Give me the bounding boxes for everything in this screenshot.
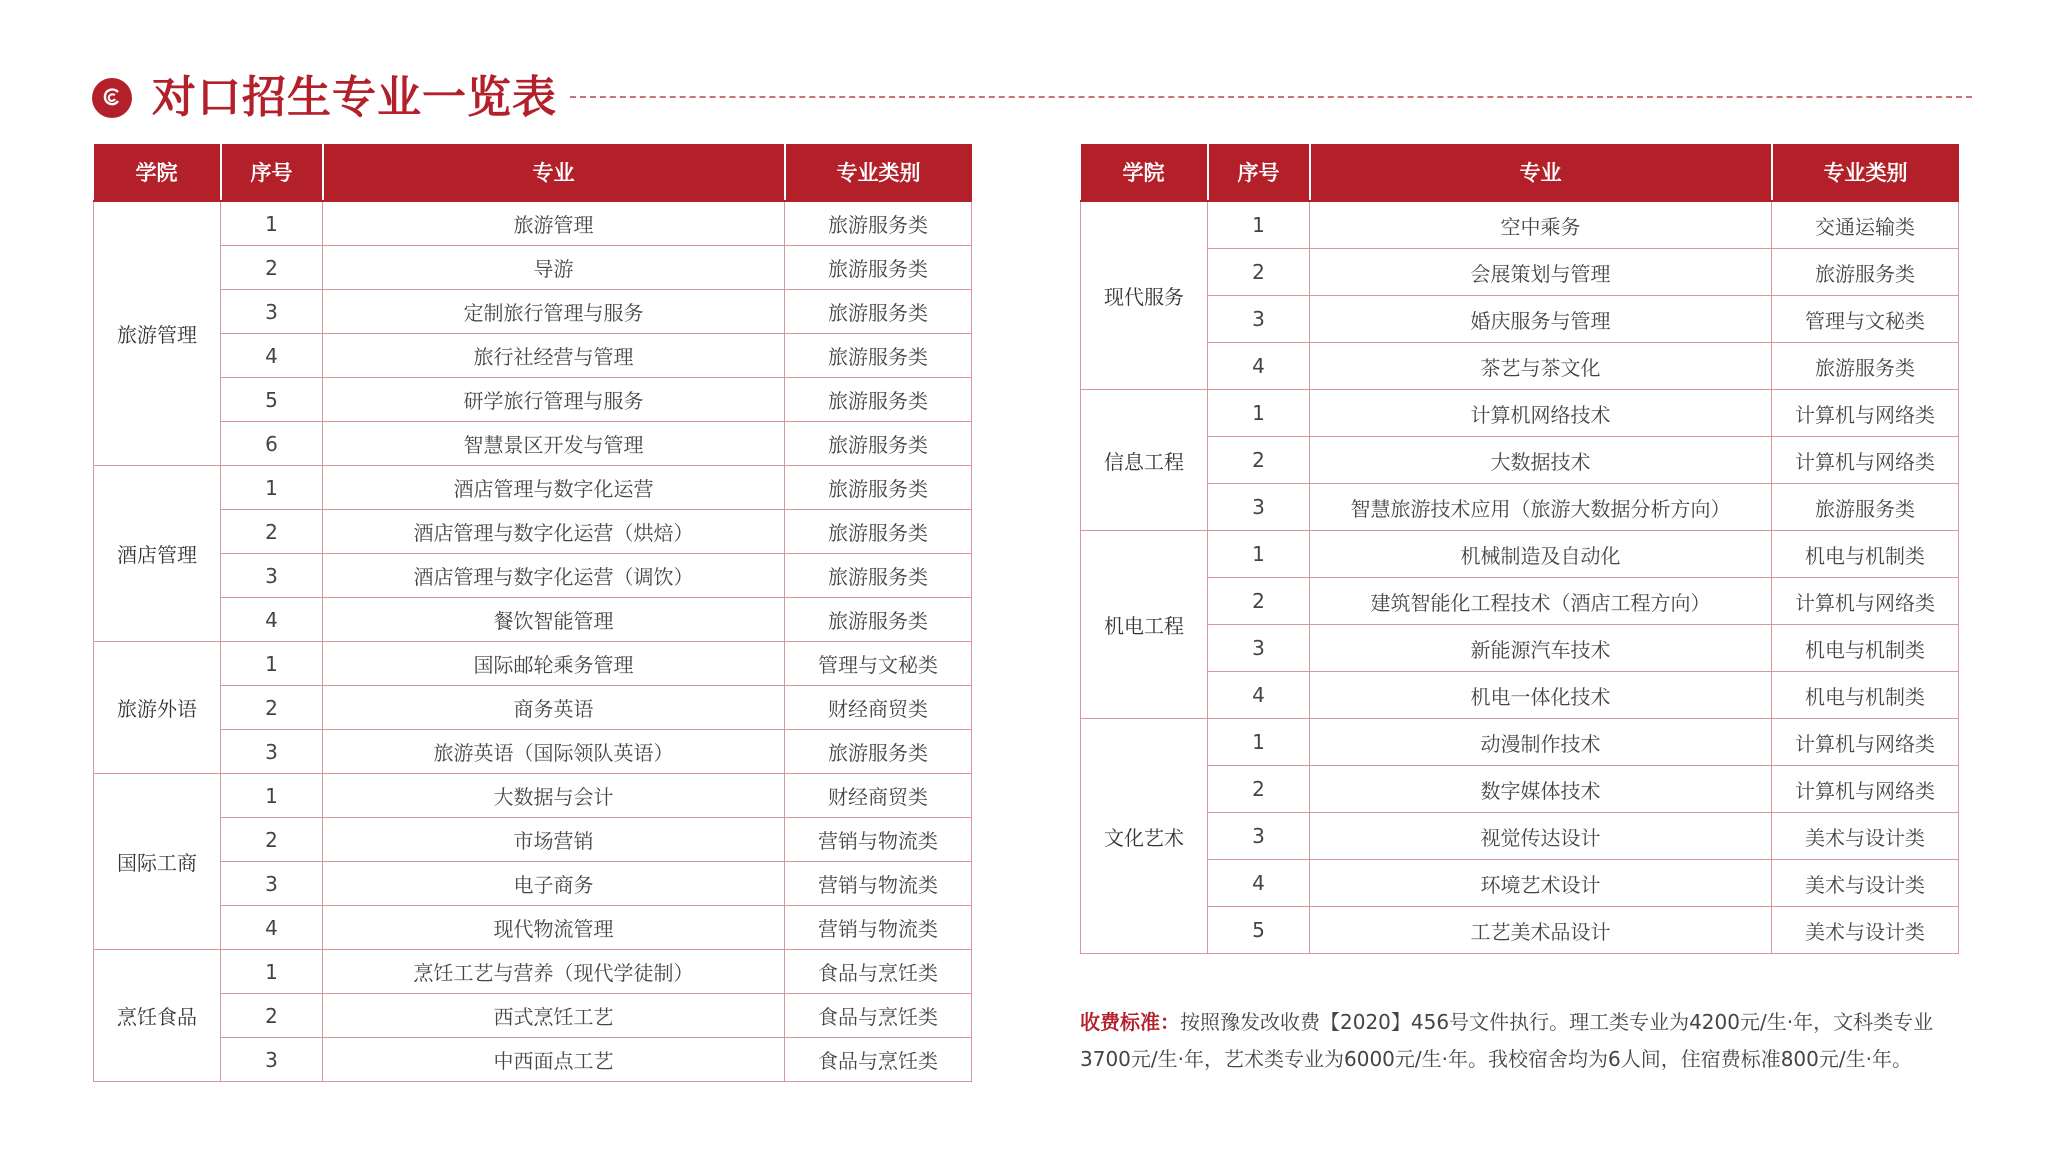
- category-cell: 计算机与网络类: [1772, 578, 1959, 625]
- title-bar: [92, 66, 1972, 130]
- number-cell: 3: [1208, 625, 1310, 672]
- table-row: [94, 378, 972, 422]
- table-header-row: [94, 144, 972, 201]
- category-cell: 旅游服务类: [785, 466, 972, 510]
- majors-table-right: [1080, 144, 1959, 954]
- table-row: [1081, 296, 1959, 343]
- category-cell: 食品与烹饪类: [785, 1038, 972, 1082]
- table-row: [1081, 813, 1959, 860]
- college-cell: 酒店管理: [94, 466, 221, 642]
- college-cell: 国际工商: [94, 774, 221, 950]
- table-row: [1081, 860, 1959, 907]
- college-cell: 烹饪食品: [94, 950, 221, 1082]
- category-cell: 计算机与网络类: [1772, 766, 1959, 813]
- college-cell: 文化艺术: [1081, 719, 1208, 954]
- table-row: [94, 1038, 972, 1082]
- table-row: [1081, 672, 1959, 719]
- major-cell: 研学旅行管理与服务: [323, 378, 785, 422]
- header-category: 专业类别: [785, 144, 972, 201]
- table-row: [94, 510, 972, 554]
- table-row: [94, 642, 972, 686]
- major-cell: 智慧景区开发与管理: [323, 422, 785, 466]
- table-header-row: [1081, 144, 1959, 201]
- category-cell: 机电与机制类: [1772, 672, 1959, 719]
- table-row: [1081, 578, 1959, 625]
- table-row: [1081, 766, 1959, 813]
- major-cell: 婚庆服务与管理: [1310, 296, 1772, 343]
- table-row: [94, 201, 972, 246]
- header-number: 序号: [1208, 144, 1310, 201]
- major-cell: 智慧旅游技术应用（旅游大数据分析方向）: [1310, 484, 1772, 531]
- major-cell: 酒店管理与数字化运营: [323, 466, 785, 510]
- fee-note: [1080, 1004, 1960, 1078]
- red-circle-logo-icon: [92, 78, 132, 118]
- table-row: [1081, 201, 1959, 249]
- table-row: [94, 422, 972, 466]
- category-cell: 营销与物流类: [785, 862, 972, 906]
- number-cell: 4: [1208, 860, 1310, 907]
- major-cell: 餐饮智能管理: [323, 598, 785, 642]
- major-cell: 酒店管理与数字化运营（烘焙）: [323, 510, 785, 554]
- number-cell: 1: [1208, 719, 1310, 766]
- number-cell: 4: [221, 598, 323, 642]
- number-cell: 3: [1208, 813, 1310, 860]
- major-cell: 旅游管理: [323, 201, 785, 246]
- table-row: [94, 466, 972, 510]
- major-cell: 国际邮轮乘务管理: [323, 642, 785, 686]
- table-row: [94, 994, 972, 1038]
- major-cell: 会展策划与管理: [1310, 249, 1772, 296]
- number-cell: 2: [221, 510, 323, 554]
- category-cell: 美术与设计类: [1772, 813, 1959, 860]
- number-cell: 3: [221, 862, 323, 906]
- major-cell: 导游: [323, 246, 785, 290]
- category-cell: 管理与文秘类: [785, 642, 972, 686]
- category-cell: 食品与烹饪类: [785, 994, 972, 1038]
- major-cell: 建筑智能化工程技术（酒店工程方向）: [1310, 578, 1772, 625]
- category-cell: 旅游服务类: [785, 290, 972, 334]
- major-cell: 新能源汽车技术: [1310, 625, 1772, 672]
- major-cell: 烹饪工艺与营养（现代学徒制）: [323, 950, 785, 994]
- number-cell: 2: [221, 818, 323, 862]
- college-cell: 旅游外语: [94, 642, 221, 774]
- major-cell: 市场营销: [323, 818, 785, 862]
- number-cell: 2: [1208, 578, 1310, 625]
- major-cell: 数字媒体技术: [1310, 766, 1772, 813]
- table-row: [94, 290, 972, 334]
- number-cell: 1: [1208, 531, 1310, 578]
- table-body: [1081, 201, 1959, 954]
- major-cell: 现代物流管理: [323, 906, 785, 950]
- number-cell: 4: [1208, 343, 1310, 390]
- number-cell: 4: [221, 334, 323, 378]
- category-cell: 旅游服务类: [785, 730, 972, 774]
- table-row: [94, 906, 972, 950]
- category-cell: 美术与设计类: [1772, 860, 1959, 907]
- major-cell: 机电一体化技术: [1310, 672, 1772, 719]
- major-cell: 旅行社经营与管理: [323, 334, 785, 378]
- major-cell: 视觉传达设计: [1310, 813, 1772, 860]
- category-cell: 旅游服务类: [785, 422, 972, 466]
- fee-note-label: 收费标准：: [1080, 1010, 1180, 1034]
- number-cell: 1: [221, 201, 323, 246]
- table-row: [94, 334, 972, 378]
- table-row: [94, 598, 972, 642]
- category-cell: 旅游服务类: [785, 510, 972, 554]
- major-cell: 商务英语: [323, 686, 785, 730]
- number-cell: 5: [1208, 907, 1310, 954]
- number-cell: 1: [221, 466, 323, 510]
- major-cell: 旅游英语（国际领队英语）: [323, 730, 785, 774]
- header-college: 学院: [94, 144, 221, 201]
- major-cell: 动漫制作技术: [1310, 719, 1772, 766]
- category-cell: 食品与烹饪类: [785, 950, 972, 994]
- major-cell: 中西面点工艺: [323, 1038, 785, 1082]
- table-row: [1081, 249, 1959, 296]
- number-cell: 4: [221, 906, 323, 950]
- header-number: 序号: [221, 144, 323, 201]
- header-category: 专业类别: [1772, 144, 1959, 201]
- table-body: [94, 201, 972, 1082]
- major-cell: 定制旅行管理与服务: [323, 290, 785, 334]
- number-cell: 6: [221, 422, 323, 466]
- table-row: [94, 686, 972, 730]
- number-cell: 1: [1208, 201, 1310, 249]
- major-cell: 电子商务: [323, 862, 785, 906]
- category-cell: 机电与机制类: [1772, 531, 1959, 578]
- college-cell: 旅游管理: [94, 201, 221, 466]
- number-cell: 1: [221, 950, 323, 994]
- category-cell: 旅游服务类: [785, 246, 972, 290]
- category-cell: 财经商贸类: [785, 774, 972, 818]
- number-cell: 3: [221, 554, 323, 598]
- number-cell: 2: [221, 994, 323, 1038]
- majors-table-left: [93, 144, 972, 1082]
- fee-note-text: 按照豫发改收费【2020】456号文件执行。理工类专业为4200元/生·年，文科类专业3700元/生·年，艺术类专业为6000元/生·年。我校宿舍均为6人间，住宿费标准800元/生·年。: [1080, 1010, 1934, 1071]
- category-cell: 旅游服务类: [1772, 484, 1959, 531]
- category-cell: 旅游服务类: [1772, 343, 1959, 390]
- header-major: 专业: [323, 144, 785, 201]
- category-cell: 旅游服务类: [785, 334, 972, 378]
- category-cell: 交通运输类: [1772, 201, 1959, 249]
- number-cell: 2: [221, 686, 323, 730]
- table-row: [94, 818, 972, 862]
- major-cell: 机械制造及自动化: [1310, 531, 1772, 578]
- page-title: 对口招生专业一览表: [152, 72, 557, 123]
- college-cell: 现代服务: [1081, 201, 1208, 390]
- table-row: [1081, 625, 1959, 672]
- number-cell: 3: [1208, 484, 1310, 531]
- number-cell: 1: [221, 774, 323, 818]
- table-row: [94, 554, 972, 598]
- category-cell: 旅游服务类: [785, 378, 972, 422]
- number-cell: 3: [221, 290, 323, 334]
- major-cell: 环境艺术设计: [1310, 860, 1772, 907]
- college-cell: 机电工程: [1081, 531, 1208, 719]
- college-cell: 信息工程: [1081, 390, 1208, 531]
- major-cell: 大数据技术: [1310, 437, 1772, 484]
- major-cell: 西式烹饪工艺: [323, 994, 785, 1038]
- header-major: 专业: [1310, 144, 1772, 201]
- table-row: [1081, 343, 1959, 390]
- category-cell: 旅游服务类: [1772, 249, 1959, 296]
- number-cell: 3: [1208, 296, 1310, 343]
- major-cell: 计算机网络技术: [1310, 390, 1772, 437]
- table-row: [94, 774, 972, 818]
- category-cell: 营销与物流类: [785, 906, 972, 950]
- number-cell: 4: [1208, 672, 1310, 719]
- category-cell: 营销与物流类: [785, 818, 972, 862]
- category-cell: 美术与设计类: [1772, 907, 1959, 954]
- category-cell: 旅游服务类: [785, 554, 972, 598]
- table-row: [94, 862, 972, 906]
- number-cell: 2: [1208, 249, 1310, 296]
- table-row: [94, 950, 972, 994]
- table-row: [94, 730, 972, 774]
- major-cell: 茶艺与茶文化: [1310, 343, 1772, 390]
- category-cell: 计算机与网络类: [1772, 719, 1959, 766]
- category-cell: 旅游服务类: [785, 201, 972, 246]
- number-cell: 2: [1208, 766, 1310, 813]
- major-cell: 空中乘务: [1310, 201, 1772, 249]
- category-cell: 旅游服务类: [785, 598, 972, 642]
- number-cell: 2: [1208, 437, 1310, 484]
- table-row: [1081, 390, 1959, 437]
- number-cell: 3: [221, 1038, 323, 1082]
- title-dashed-rule: [570, 96, 1972, 98]
- major-cell: 酒店管理与数字化运营（调饮）: [323, 554, 785, 598]
- table-row: [1081, 907, 1959, 954]
- category-cell: 计算机与网络类: [1772, 437, 1959, 484]
- major-cell: 工艺美术品设计: [1310, 907, 1772, 954]
- header-college: 学院: [1081, 144, 1208, 201]
- number-cell: 3: [221, 730, 323, 774]
- category-cell: 计算机与网络类: [1772, 390, 1959, 437]
- number-cell: 1: [1208, 390, 1310, 437]
- category-cell: 管理与文秘类: [1772, 296, 1959, 343]
- category-cell: 机电与机制类: [1772, 625, 1959, 672]
- number-cell: 5: [221, 378, 323, 422]
- category-cell: 财经商贸类: [785, 686, 972, 730]
- table-row: [1081, 719, 1959, 766]
- number-cell: 2: [221, 246, 323, 290]
- table-row: [1081, 437, 1959, 484]
- table-row: [1081, 531, 1959, 578]
- number-cell: 1: [221, 642, 323, 686]
- table-row: [94, 246, 972, 290]
- table-row: [1081, 484, 1959, 531]
- major-cell: 大数据与会计: [323, 774, 785, 818]
